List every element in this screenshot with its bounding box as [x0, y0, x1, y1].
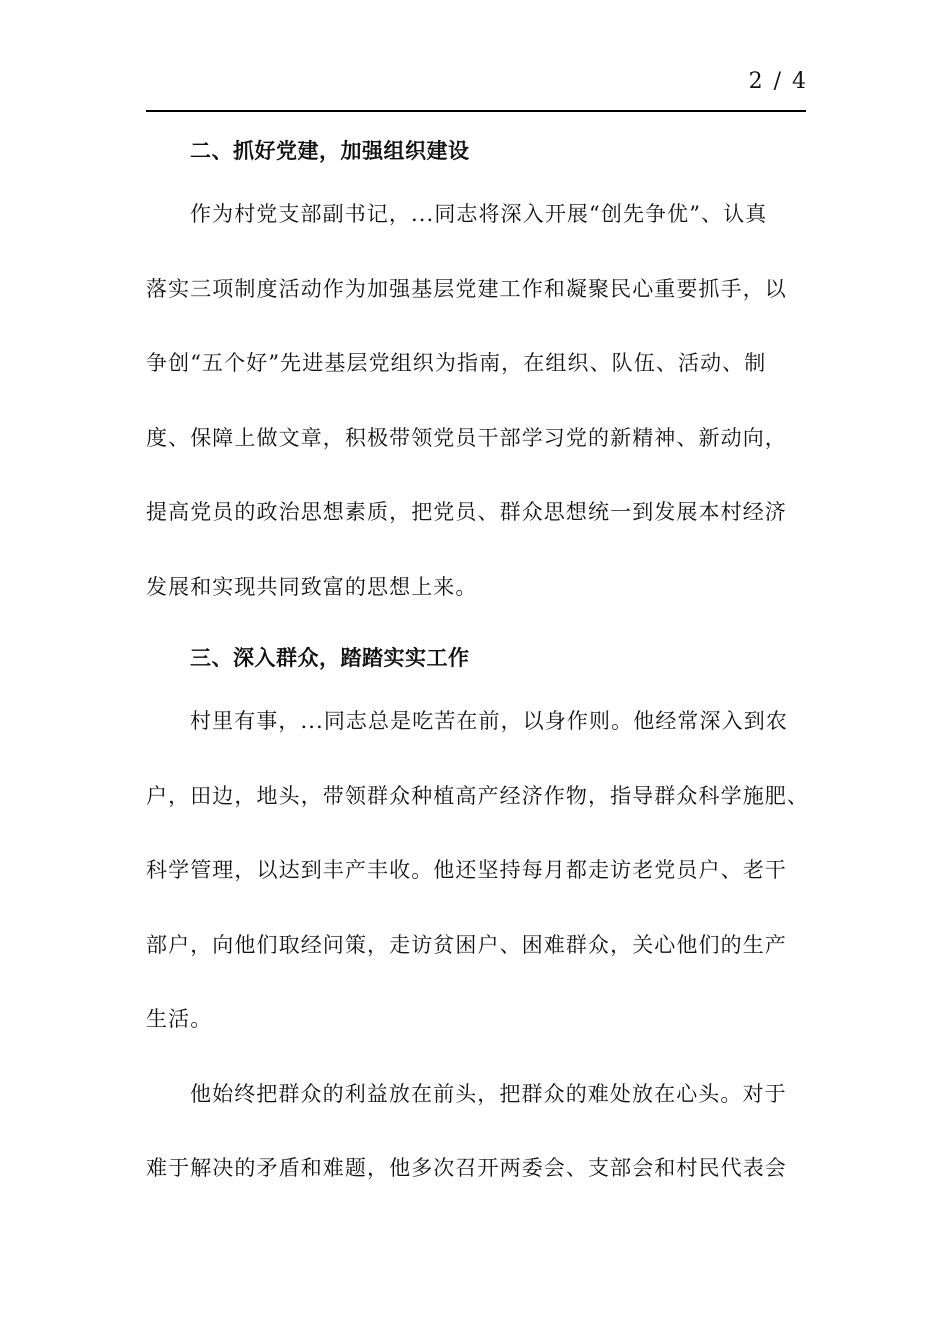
- text-line: 科学管理，以达到丰产丰收。他还坚持每月都走访老党员户、老干: [146, 858, 787, 882]
- text-line: 度、保障上做文章，积极带领党员干部学习党的新精神、新动向，: [146, 425, 787, 450]
- page-number: 2 / 4: [748, 69, 808, 94]
- text-line: 难于解决的矛盾和难题，他多次召开两委会、支部会和村民代表会: [146, 1156, 787, 1180]
- text-line: 生活。: [146, 1007, 213, 1031]
- document-body: [146, 125, 809, 1206]
- text-line: 作为村党支部副书记，...同志将深入开展“创先争优”、认真: [190, 202, 768, 226]
- text-line: 发展和实现共同致富的思想上来。: [146, 574, 478, 599]
- text-line: 提高党员的政治思想素质，把党员、群众思想统一到发展本村经济: [146, 500, 787, 524]
- text-line: 落实三项制度活动作为加强基层党建工作和凝聚民心重要抓手，以: [146, 276, 787, 301]
- text-line: 村里有事，...同志总是吃苦在前，以身作则。他经常深入到农: [190, 709, 788, 733]
- header-rule: [146, 110, 806, 112]
- text-line: 争创“五个好”先进基层党组织为指南，在组织、队伍、活动、制: [146, 351, 767, 375]
- section-heading: 三、深入群众，踏踏实实工作: [190, 646, 470, 670]
- body-paragraph: [146, 684, 809, 1057]
- body-paragraph: [146, 177, 806, 624]
- text-line: 部户，向他们取经问策，走访贫困户、困难群众，关心他们的生产: [146, 932, 787, 957]
- section-heading: 二、抓好党建，加强组织建设: [190, 139, 470, 163]
- text-line: 户，田边，地头，带领群众种植高产经济作物，指导群众科学施肥、: [146, 783, 809, 808]
- text-line: 他始终把群众的利益放在前头，把群众的难处放在心头。对于: [190, 1081, 787, 1106]
- body-paragraph: [146, 1057, 806, 1206]
